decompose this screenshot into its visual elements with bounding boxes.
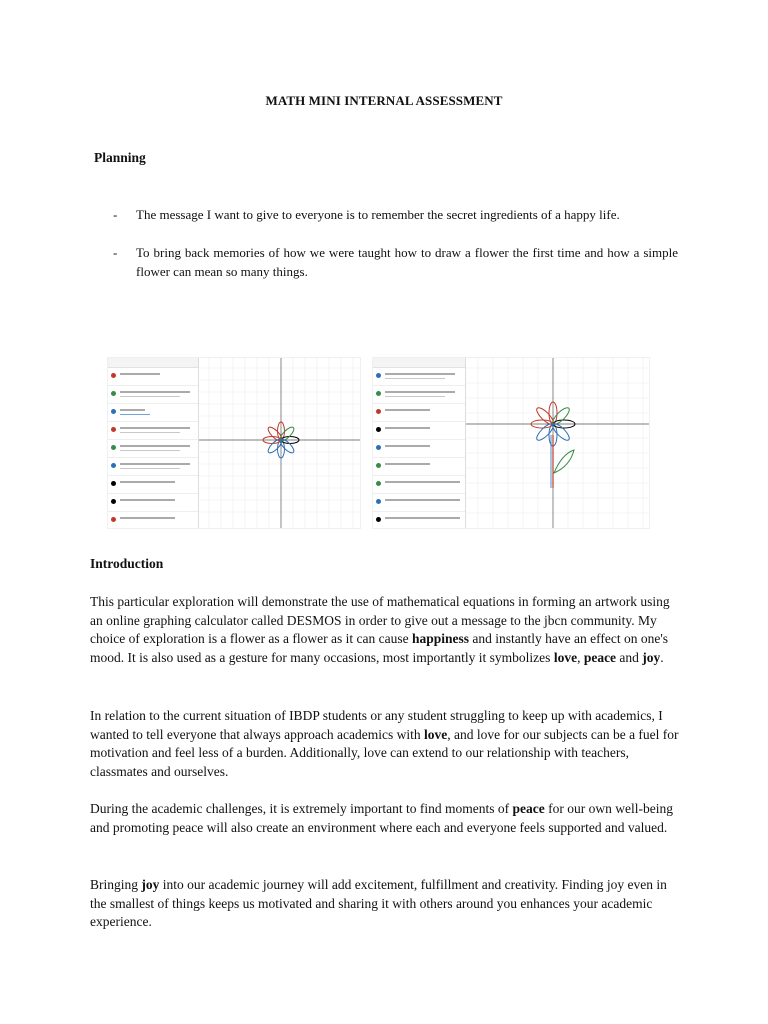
desmos-screenshot-1 xyxy=(107,357,361,529)
expression-list xyxy=(108,358,199,528)
desmos-screenshot-2 xyxy=(372,357,650,529)
bullet-item xyxy=(113,205,678,224)
desmos-toolbar xyxy=(373,358,465,368)
graph-canvas-2 xyxy=(466,358,649,528)
expression-list xyxy=(373,358,466,528)
introduction-heading: Introduction xyxy=(90,556,164,571)
graph-canvas-1 xyxy=(199,358,360,528)
planning-heading: Planning xyxy=(94,150,146,165)
document-title: MATH MINI INTERNAL ASSESSMENT xyxy=(265,93,503,108)
introduction-paragraph-4: Bringing joy into our academic journey will add excitement, fulfillment and creativity. Finding joy even in the smallest of things keeps us motivated and sharing it with others around you enhances your academic experience. xyxy=(90,877,667,930)
bullet-text: To bring back memories of how we were taught how to draw a flower the first time and how a simple flower can mean so many things. xyxy=(136,245,678,279)
introduction-paragraph-1: This particular exploration will demonstrate the use of mathematical equations in forming an artwork using an online graphing calculator called DESMOS in order to give out a message to the jbcn community. My choice of exploration is a flower as a flower as it can cause happiness and instantly have an effect on one's mood. It is also used as a gesture for many occasions, most importantly it symbolizes love, peace and joy. xyxy=(90,594,670,666)
introduction-paragraph-3: During the academic challenges, it is extremely important to find moments of peace for our own well-being and promoting peace will also create an environment where each and everyone feels supported and valued. xyxy=(90,801,673,835)
bullet-text: The message I want to give to everyone is to remember the secret ingredients of a happy life. xyxy=(136,207,620,222)
introduction-paragraph-2: In relation to the current situation of IBDP students or any student struggling to keep up with academics, I wanted to tell everyone that always approach academics with love, and love for our subjects can be a fuel for motivation and feel less of a burden. Additionally, love can extend to our relationship with teachers, classmates and ourselves. xyxy=(90,708,679,780)
bullet-item xyxy=(113,243,678,281)
bullet-marker: - xyxy=(113,245,118,260)
bullet-marker: - xyxy=(113,207,118,222)
desmos-toolbar xyxy=(108,358,198,368)
